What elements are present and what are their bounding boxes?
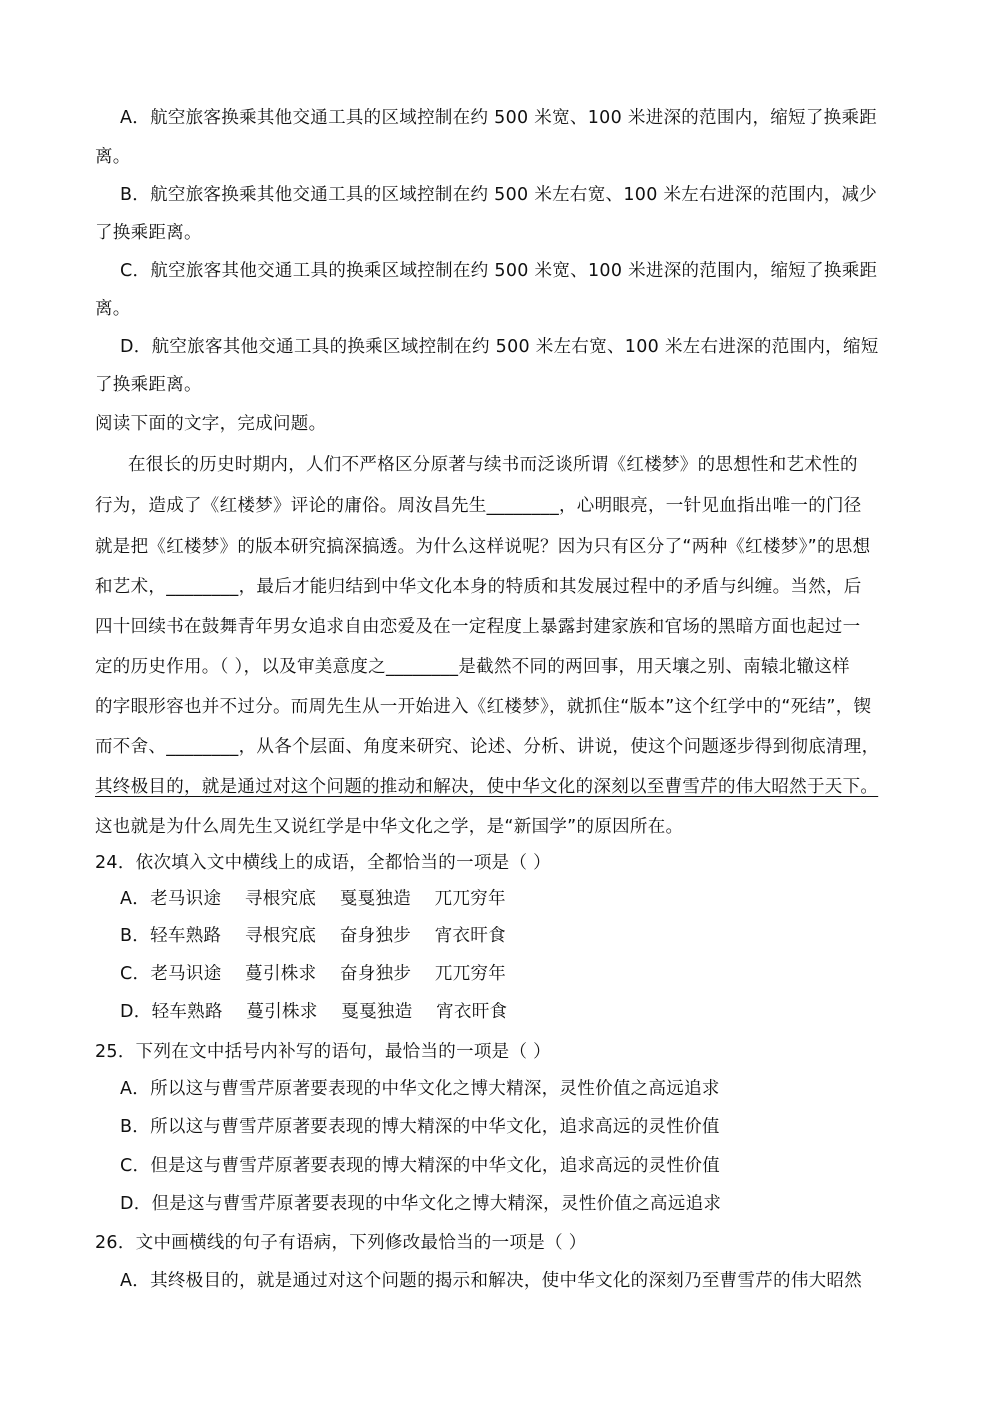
- q23-option-c-line1: C．航空旅客其他交通工具的换乘区域控制在约 500 米宽、100 米进深的范围内，缩短了换乘距: [120, 261, 878, 281]
- q26-stem: 26．文中画横线的句子有语病，下列修改最恰当的一项是（ ）: [95, 1233, 587, 1253]
- passage-line-5: 四十回续书在鼓舞青年男女追求自由恋爱及在一定程度上暴露封建家族和官场的黑暗方面也起过一: [95, 617, 861, 637]
- q23-option-d-line1: D．航空旅客其他交通工具的换乘区域控制在约 500 米左右宽、100 米左右进深的范围内，缩短: [120, 337, 879, 357]
- q24-option-d: D．轻车熟路 蔓引株求 戛戛独造 宵衣旰食: [120, 1002, 508, 1022]
- passage-line-10: 这也就是为什么周先生又说红学是中华文化之学，是“新国学”的原因所在。: [95, 817, 684, 837]
- passage-line-1: 在很长的历史时期内，人们不严格区分原著与续书而泛谈所谓《红楼梦》的思想性和艺术性的: [128, 455, 858, 475]
- q23-option-a-line1: A．航空旅客换乘其他交通工具的区域控制在约 500 米宽、100 米进深的范围内，缩短了换乘距: [120, 108, 878, 128]
- q25-option-b: B．所以这与曹雪芹原著要表现的博大精深的中华文化，追求高远的灵性价值: [120, 1117, 720, 1137]
- q23-option-b-line2: 了换乘距离。: [95, 223, 202, 243]
- q25-option-c: C．但是这与曹雪芹原著要表现的博大精深的中华文化，追求高远的灵性价值: [120, 1156, 720, 1176]
- q23-option-b-line1: B．航空旅客换乘其他交通工具的区域控制在约 500 米左右宽、100 米左右进深的范围内，减少: [120, 185, 878, 205]
- q25-stem: 25．下列在文中括号内补写的语句，最恰当的一项是（ ）: [95, 1042, 551, 1062]
- passage-line-3: 就是把《红楼梦》的版本研究搞深搞透。为什么这样说呢？因为只有区分了“两种《红楼梦》”的思想: [95, 537, 871, 557]
- q24-option-b: B．轻车熟路 寻根究底 奋身独步 宵衣旰食: [120, 926, 506, 946]
- q25-option-a: A．所以这与曹雪芹原著要表现的中华文化之博大精深，灵性价值之高远追求: [120, 1079, 720, 1099]
- reading-instruction: 阅读下面的文字，完成问题。: [95, 414, 327, 434]
- passage-line-2: 行为，造成了《红楼梦》评论的庸俗。周汝昌先生________，心明眼亮，一针见血指出唯一的门径: [95, 496, 862, 516]
- q26-option-a: A．其终极目的，就是通过对这个问题的揭示和解决，使中华文化的深刻乃至曹雪芹的伟大昭然: [120, 1271, 863, 1291]
- passage-line-4: 和艺术，________，最后才能归结到中华文化本身的特质和其发展过程中的矛盾与纠缠。当然，后: [95, 577, 862, 597]
- passage-line-7: 的字眼形容也并不过分。而周先生从一开始进入《红楼梦》，就抓住“版本”这个红学中的“死结”，锲: [95, 697, 872, 717]
- passage-line-6: 定的历史作用。（ ），以及审美意度之________是截然不同的两回事，用天壤之别、南辕北辙这样: [95, 657, 850, 677]
- q24-option-a: A．老马识途 寻根究底 戛戛独造 兀兀穷年: [120, 889, 506, 909]
- q23-option-c-line2: 离。: [95, 299, 131, 319]
- q24-stem: 24．依次填入文中横线上的成语，全都恰当的一项是（ ）: [95, 853, 551, 873]
- q23-option-d-line2: 了换乘距离。: [95, 375, 202, 395]
- q24-option-c: C．老马识途 蔓引株求 奋身独步 兀兀穷年: [120, 964, 507, 984]
- passage-line-8: 而不舍、________，从各个层面、角度来研究、论述、分析、讲说，使这个问题逐步得到彻底清理，: [95, 737, 880, 757]
- q25-option-d: D．但是这与曹雪芹原著要表现的中华文化之博大精深，灵性价值之高远追求: [120, 1194, 722, 1214]
- q23-option-a-line2: 离。: [95, 147, 131, 167]
- passage-underlined-sentence: 其终极目的，就是通过对这个问题的推动和解决，使中华文化的深刻以至曹雪芹的伟大昭然于天下。: [95, 777, 879, 797]
